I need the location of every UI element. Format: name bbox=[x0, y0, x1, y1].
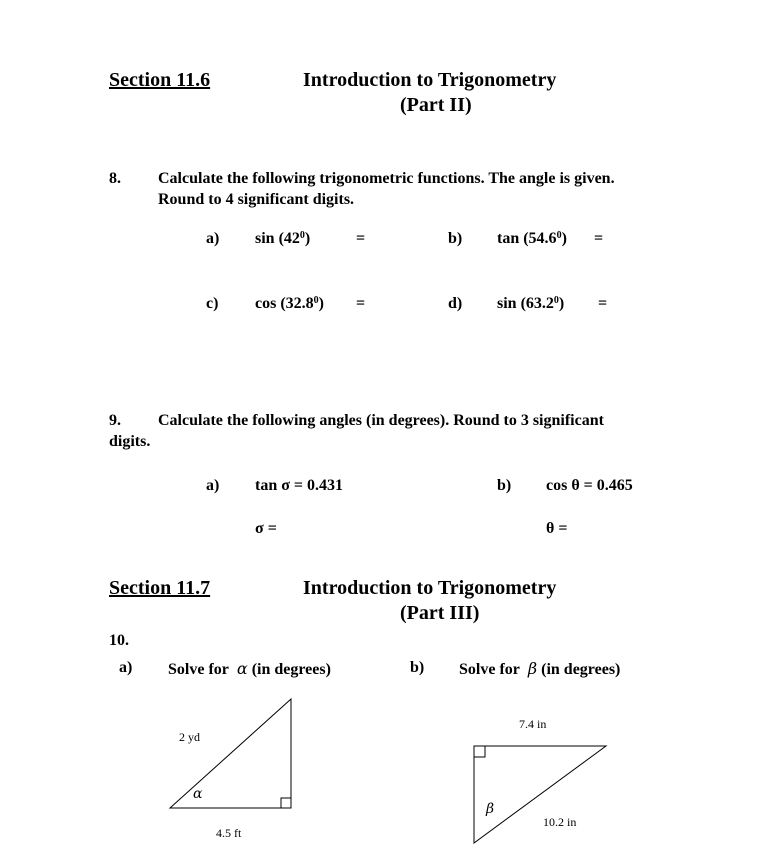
q8-instruction-line2: Round to 4 significant digits. bbox=[158, 191, 355, 208]
q8-b-equals: = bbox=[594, 230, 604, 247]
q8-d-expression: sin (63.2$^0$) bbox=[497, 295, 565, 312]
q8-b-label: b) bbox=[448, 230, 463, 247]
triangle-a-angle-label: α bbox=[193, 786, 203, 802]
q9-number: 9. bbox=[109, 412, 121, 429]
q9-a-label: a) bbox=[206, 477, 220, 494]
triangle-b-top-label: 7.4 in bbox=[519, 717, 547, 731]
q9-instruction-line2: digits. bbox=[109, 433, 151, 450]
q8-a-equals: = bbox=[356, 230, 366, 247]
q8-number: 8. bbox=[109, 170, 121, 187]
q10-b-prompt: Solve for β (in degrees) bbox=[459, 659, 621, 678]
q10-a-prompt: Solve for α (in degrees) bbox=[168, 659, 331, 678]
section-11-7-title: Introduction to Trigonometry bbox=[303, 577, 557, 599]
q9-b-equation: cos θ = 0.465 bbox=[546, 477, 633, 494]
alpha-symbol: α bbox=[236, 659, 248, 678]
triangle-a-right-angle-marker bbox=[281, 798, 291, 808]
q9-instruction-line1: Calculate the following angles (in degrees). Round to 3 significant bbox=[158, 412, 604, 429]
q8-instruction-line1: Calculate the following trigonometric functions. The angle is given. bbox=[158, 170, 615, 187]
q10-a-label: a) bbox=[119, 659, 133, 676]
triangle-b-hypotenuse-label: 10.2 in bbox=[543, 815, 577, 829]
beta-symbol: β bbox=[527, 659, 538, 678]
q8-d-equals: = bbox=[598, 295, 608, 312]
section-11-7-part: (Part III) bbox=[400, 602, 480, 624]
q8-a-expression: $\sin (42^0)$ bbox=[255, 230, 311, 247]
q9-a-answer: σ = bbox=[255, 520, 277, 537]
q8-c-expression: cos (32.8$^0$) bbox=[255, 295, 324, 312]
q8-c-label: c) bbox=[206, 295, 219, 312]
q9-b-answer: θ = bbox=[546, 520, 568, 537]
section-11-6-heading: Section 11.6 bbox=[109, 69, 211, 91]
q10-number: 10. bbox=[109, 632, 129, 649]
triangle-a-hypotenuse-label: 2 yd bbox=[179, 730, 200, 744]
triangle-b-right-angle-marker bbox=[474, 746, 485, 757]
triangle-b-shape bbox=[474, 746, 606, 843]
q8-c-equals: = bbox=[356, 295, 366, 312]
triangle-a-base-label: 4.5 ft bbox=[216, 826, 242, 840]
q8-d-label: d) bbox=[448, 295, 463, 312]
q10-b-label: b) bbox=[410, 659, 425, 676]
q9-b-label: b) bbox=[497, 477, 512, 494]
triangle-b-angle-label: β bbox=[486, 801, 495, 817]
section-11-6-part: (Part II) bbox=[400, 94, 472, 116]
section-11-7-heading: Section 11.7 bbox=[109, 577, 211, 599]
triangle-a-shape bbox=[170, 699, 291, 808]
q8-b-expression: tan (54.6$^0$) bbox=[497, 230, 567, 247]
section-11-6-title: Introduction to Trigonometry bbox=[303, 69, 557, 91]
q9-a-equation: tan σ = 0.431 bbox=[255, 477, 344, 494]
q8-a-label: a) bbox=[206, 230, 220, 247]
